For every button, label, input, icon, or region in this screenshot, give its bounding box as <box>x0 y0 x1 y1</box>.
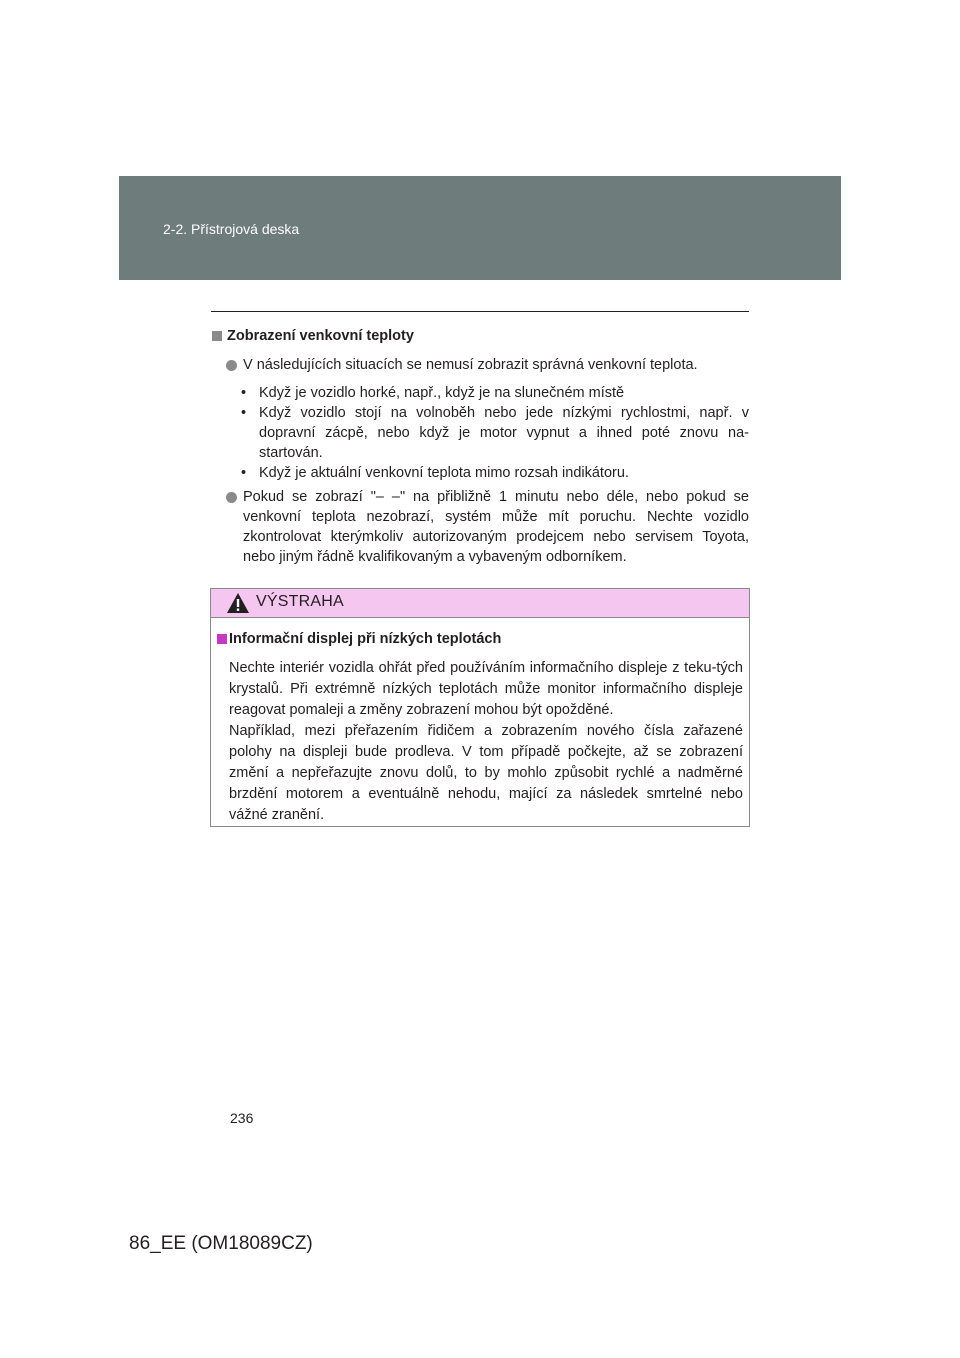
sub-list <box>211 383 749 483</box>
dot-bullet-icon: • <box>241 405 247 421</box>
circle-bullet-icon <box>226 360 237 371</box>
warning-header <box>211 589 749 618</box>
warning-title: VÝSTRAHA <box>256 593 344 610</box>
warning-paragraph: Nechte interiér vozidla ohřát před používáním informačního displeje z teku-tých krystalů. Při extrémně nízkých teplotách může monitor informačního displeje reagovat pomaleji a změny zobrazení mohou být opožděné. <box>229 660 743 718</box>
circle-bullet-icon <box>226 492 237 503</box>
section-title: 2-2. Přístrojová deska <box>163 221 300 237</box>
warning-paragraph: Například, mezi přeřazením řidičem a zobrazením nového čísla zařazené polohy na displeji bude prodleva. V tom případě počkejte, až se zobrazení změní a nepřeřazujte znovu dolů, to by mohlo způsobit rychlé a nadměrné brzdění motorem a eventuálně nehodu, mající za následek smrtelné nebo vážné zranění. <box>229 723 743 823</box>
section-content <box>211 326 749 567</box>
page-number: 236 <box>230 1110 254 1126</box>
warning-body <box>211 618 749 826</box>
section-heading <box>211 326 749 346</box>
dot-bullet-icon: • <box>241 465 247 481</box>
sub-list-item: • Když je aktuální venkovní teplota mimo rozsah indikátoru. <box>241 465 629 481</box>
warning-heading-text: Informační displej při nízkých teplotách <box>229 631 502 647</box>
dot-bullet-icon: • <box>241 385 247 401</box>
section-heading-text: Zobrazení venkovní teploty <box>227 328 414 344</box>
warning-triangle-icon <box>226 592 250 614</box>
list-item <box>211 355 749 375</box>
square-bullet-icon <box>212 331 222 341</box>
section-divider <box>211 311 749 312</box>
footer-code: 86_EE (OM18089CZ) <box>129 1233 313 1254</box>
list-item <box>211 487 749 567</box>
bullet-text: V následujících situacích se nemusí zobrazit správná venkovní teplota. <box>243 357 698 373</box>
sub-list-item: • Když vozidlo stojí na volnoběh nebo jede nízkými rychlostmi, např. v dopravní zácpě, nebo když je motor vypnut a ihned poté znovu na-startován. <box>241 405 749 461</box>
square-bullet-icon <box>217 634 227 644</box>
warning-box <box>210 588 750 827</box>
bullet-text: Pokud se zobrazí "– –" na přibližně 1 minutu nebo déle, nebo pokud se venkovní teplota nezobrazí, systém může mít poruchu. Nechte vozidlo zkontrolovat kterýmkoliv autorizovaným prodejcem nebo servisem Toyota, nebo jiným řádně kvalifikovaným a vybaveným odborníkem. <box>243 489 749 565</box>
warning-heading <box>217 629 743 650</box>
sub-list-item: • Když je vozidlo horké, např., když je na slunečném místě <box>241 385 625 401</box>
